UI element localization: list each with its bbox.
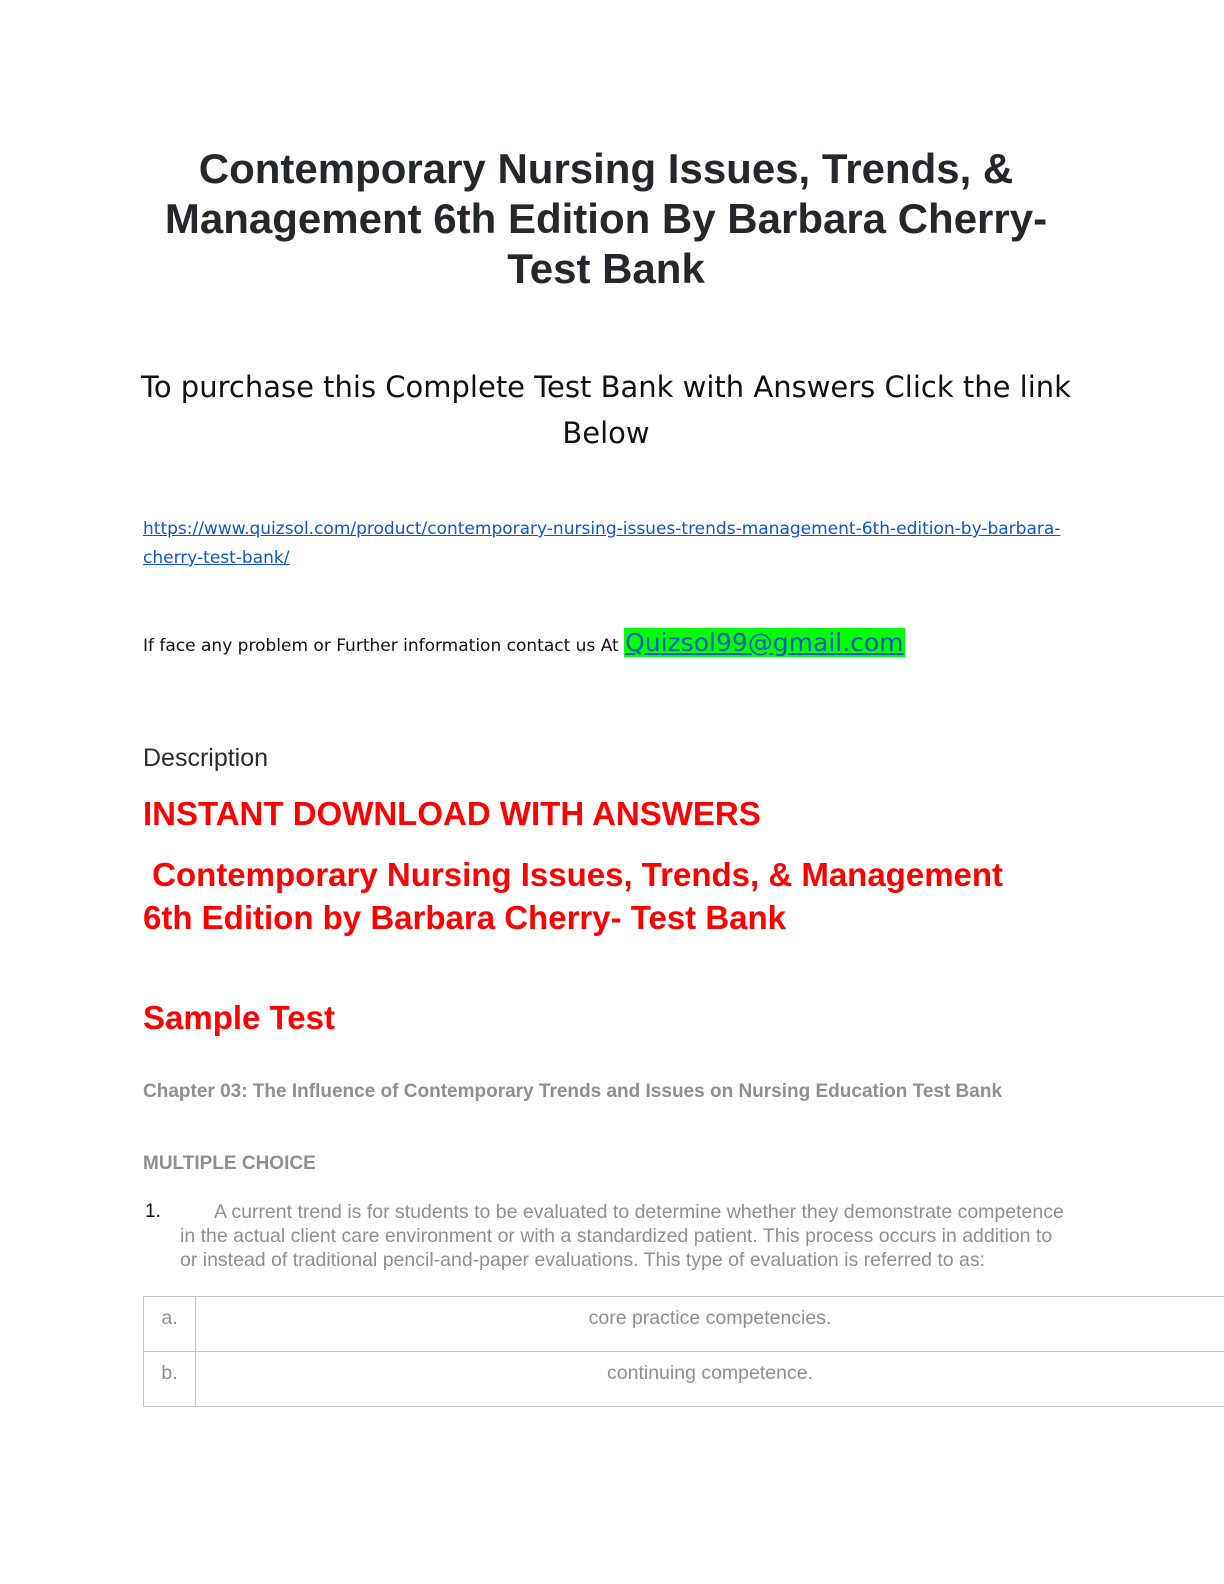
product-link[interactable]: https://www.quizsol.com/product/contemporary-nursing-issues-trends-management-6th-edition-by-barbara-cherry-test-bank/ [143,519,1061,568]
instant-download-heading: INSTANT DOWNLOAD WITH ANSWERS [143,795,761,832]
book-heading: Contemporary Nursing Issues, Trends, & Management 6th Edition by Barbara Cherry- Test Bank [143,856,1013,936]
option-text: core practice competencies. [196,1297,1224,1352]
contact-line [143,628,905,657]
option-letter: a. [144,1297,196,1352]
question-number: 1. [145,1201,161,1222]
answer-options-table [143,1296,1224,1407]
option-text: continuing competence. [196,1352,1224,1407]
answer-option-row [144,1297,1224,1352]
description-label: Description [143,744,269,772]
document-title: Contemporary Nursing Issues, Trends, & Management 6th Edition By Barbara Cherry- Test Bank [164,145,1048,292]
sample-test-heading: Sample Test [143,999,335,1036]
question-text: A current trend is for students to be evaluated to determine whether they demonstrate competence in the actual client care environment or with a standardized patient. This process occurs in addition to or instead of traditional pencil-and-paper evaluations. This type of evaluation is referred to as: [180,1201,1064,1271]
purchase-instructions: To purchase this Complete Test Bank with Answers Click the link Below [141,370,1071,450]
chapter-heading: Chapter 03: The Influence of Contemporary Trends and Issues on Nursing Education Test Bank [143,1081,1003,1102]
section-label: MULTIPLE CHOICE [143,1153,316,1174]
contact-email-link[interactable]: Quizsol99@gmail.com [625,628,904,657]
contact-text: If face any problem or Further information contact us At [143,636,625,656]
option-letter: b. [144,1352,196,1407]
answer-option-row [144,1352,1224,1407]
